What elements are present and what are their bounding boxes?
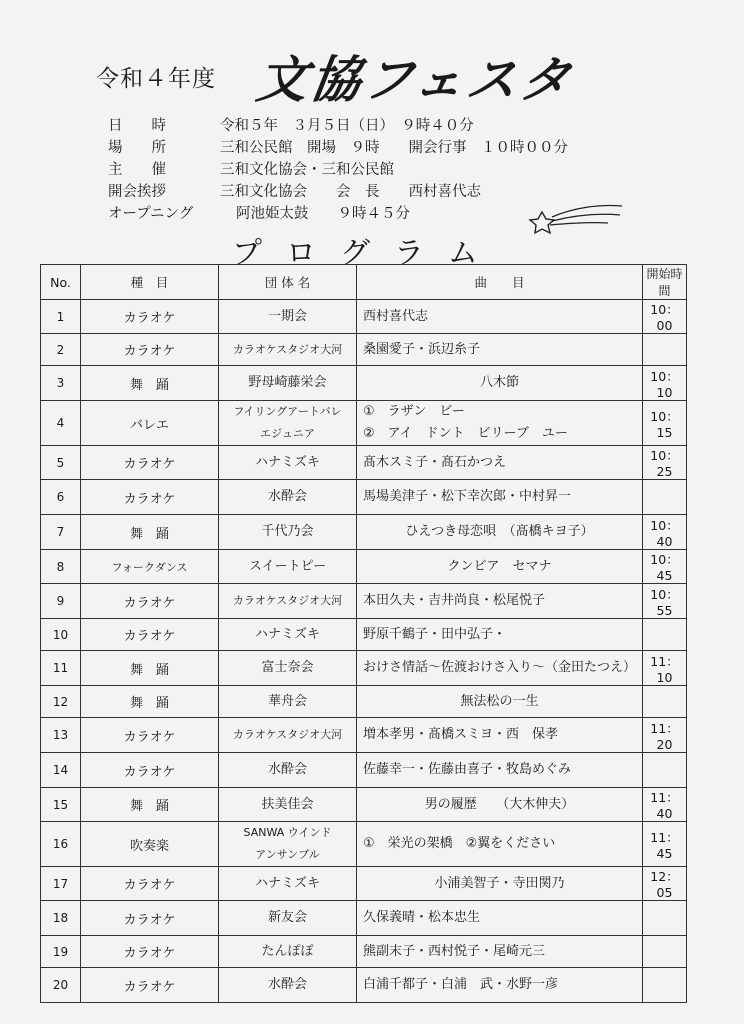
song-title: 増本孝男・髙橋スミヨ・西 保孝 <box>357 718 643 753</box>
group-name: 富士奈会 <box>219 651 357 686</box>
group-name: 一期会 <box>219 300 357 334</box>
row-number: 8 <box>41 550 81 584</box>
header-group: 団 体 名 <box>219 265 357 300</box>
row-number: 5 <box>41 446 81 480</box>
table-row <box>41 334 687 366</box>
start-time <box>643 334 687 366</box>
row-number: 20 <box>41 968 81 1003</box>
row-number: 18 <box>41 901 81 936</box>
table-row <box>41 901 687 936</box>
table-body <box>41 300 687 1003</box>
row-number: 7 <box>41 515 81 550</box>
group-name: ハナミズキ <box>219 446 357 480</box>
event-type: 吹奏楽 <box>81 822 219 867</box>
group-name: ハナミズキ <box>219 619 357 651</box>
event-type: 舞 踊 <box>81 651 219 686</box>
group-name: 野母崎藤栄会 <box>219 366 357 401</box>
row-number: 13 <box>41 718 81 753</box>
event-type: カラオケ <box>81 334 219 366</box>
start-time: 10：40 <box>643 515 687 550</box>
song-title: 西村喜代志 <box>357 300 643 334</box>
row-number: 16 <box>41 822 81 867</box>
start-time: 10：00 <box>643 300 687 334</box>
song-title: 無法松の一生 <box>357 686 643 718</box>
table-row <box>41 867 687 901</box>
event-type: 舞 踊 <box>81 788 219 822</box>
row-number: 14 <box>41 753 81 788</box>
start-time: 11：45 <box>643 822 687 867</box>
start-time: 12：05 <box>643 867 687 901</box>
table-header-row <box>41 265 687 300</box>
song-title: おけさ情話～佐渡おけさ入り～（金田たつえ） <box>357 651 643 686</box>
start-time <box>643 619 687 651</box>
header-no: No. <box>41 265 81 300</box>
header-song: 曲 目 <box>357 265 643 300</box>
row-number: 2 <box>41 334 81 366</box>
group-name: 水酔会 <box>219 480 357 515</box>
table-row <box>41 753 687 788</box>
table-row <box>41 718 687 753</box>
table-row <box>41 300 687 334</box>
event-type: 舞 踊 <box>81 366 219 401</box>
info-value: 阿池姫太鼓 ９時４５分 <box>236 206 410 222</box>
group-name: 新友会 <box>219 901 357 936</box>
row-number: 1 <box>41 300 81 334</box>
row-number: 17 <box>41 867 81 901</box>
row-number: 4 <box>41 401 81 446</box>
start-time: 10：10 <box>643 366 687 401</box>
table-row <box>41 968 687 1003</box>
song-title: 桑園愛子・浜辺糸子 <box>357 334 643 366</box>
event-type: カラオケ <box>81 584 219 619</box>
info-value: 三和文化協会 会 長 西村喜代志 <box>220 184 481 200</box>
table-row <box>41 822 687 867</box>
event-type: 舞 踊 <box>81 686 219 718</box>
song-title: 馬場美津子・松下幸次郎・中村昇一 <box>357 480 643 515</box>
event-type: カラオケ <box>81 901 219 936</box>
table-row <box>41 651 687 686</box>
program-table <box>40 264 687 1003</box>
festival-title: 文協フェスタ <box>253 51 578 109</box>
table-row <box>41 366 687 401</box>
table-row <box>41 515 687 550</box>
song-title: 髙木スミ子・髙石かつえ <box>357 446 643 480</box>
start-time: 10：25 <box>643 446 687 480</box>
group-name: スイートピー <box>219 550 357 584</box>
song-title: クンビア セマナ <box>357 550 643 584</box>
group-name: 水酔会 <box>219 968 357 1003</box>
event-type: カラオケ <box>81 300 219 334</box>
start-time <box>643 753 687 788</box>
song-title: 熊副末子・西村悦子・尾崎元三 <box>357 936 643 968</box>
table-row <box>41 446 687 480</box>
song-title: ① 栄光の架橋 ②翼をください <box>357 822 643 867</box>
start-time <box>643 686 687 718</box>
song-title: 佐藤幸一・佐藤由喜子・牧島めぐみ <box>357 753 643 788</box>
group-name: カラオケスタジオ大河 <box>219 334 357 366</box>
event-type: カラオケ <box>81 619 219 651</box>
group-name: 扶美佳会 <box>219 788 357 822</box>
song-title: 久保義晴・松本忠生 <box>357 901 643 936</box>
song-title: 小浦美智子・寺田関乃 <box>357 867 643 901</box>
info-label: 場 所 <box>108 140 166 156</box>
song-title: ① ラザン ビー ② アイ ドント ビリーブ ユー <box>357 401 643 446</box>
start-time: 10：15 <box>643 401 687 446</box>
start-time: 11：40 <box>643 788 687 822</box>
info-value: 令和５年 ３月５日（日） ９時４０分 <box>220 118 474 134</box>
event-type: カラオケ <box>81 867 219 901</box>
event-type: カラオケ <box>81 446 219 480</box>
event-type: 舞 踊 <box>81 515 219 550</box>
group-name: カラオケスタジオ大河 <box>219 584 357 619</box>
shooting-star-icon <box>528 198 624 238</box>
start-time: 10：55 <box>643 584 687 619</box>
start-time <box>643 901 687 936</box>
row-number: 19 <box>41 936 81 968</box>
song-title: 本田久夫・吉井尚良・松尾悦子 <box>357 584 643 619</box>
program-heading: プログラム <box>232 236 502 271</box>
start-time <box>643 480 687 515</box>
song-title: 八木節 <box>357 366 643 401</box>
info-value: 三和公民館 開場 ９時 開会行事 １０時００分 <box>220 140 568 156</box>
table-row <box>41 401 687 446</box>
table-row <box>41 550 687 584</box>
row-number: 10 <box>41 619 81 651</box>
event-type: カラオケ <box>81 968 219 1003</box>
group-name: SANWA ウインド アンサンブル <box>219 822 357 867</box>
header-type: 種 目 <box>81 265 219 300</box>
start-time: 10：45 <box>643 550 687 584</box>
info-value: 三和文化協会・三和公民館 <box>220 162 394 178</box>
event-type: カラオケ <box>81 480 219 515</box>
info-label: 開会挨拶 <box>108 184 166 200</box>
header-start-time: 開始時間 <box>643 265 687 300</box>
start-time: 11：10 <box>643 651 687 686</box>
event-type: バレエ <box>81 401 219 446</box>
start-time <box>643 968 687 1003</box>
event-type: カラオケ <box>81 936 219 968</box>
song-title: 野原千鶴子・田中弘子・ <box>357 619 643 651</box>
song-title: 白浦千都子・白浦 武・水野一彦 <box>357 968 643 1003</box>
row-number: 12 <box>41 686 81 718</box>
info-label: 日 時 <box>108 118 166 134</box>
song-title: 男の履歴 （大木伸夫） <box>357 788 643 822</box>
group-name: フイリングアートバレ エジュニア <box>219 401 357 446</box>
title-row <box>90 40 690 110</box>
row-number: 11 <box>41 651 81 686</box>
table-row <box>41 584 687 619</box>
start-time <box>643 936 687 968</box>
group-name: 華舟会 <box>219 686 357 718</box>
event-type: フォークダンス <box>81 550 219 584</box>
group-name: 水酔会 <box>219 753 357 788</box>
group-name: ハナミズキ <box>219 867 357 901</box>
event-type: カラオケ <box>81 753 219 788</box>
group-name: カラオケスタジオ大河 <box>219 718 357 753</box>
row-number: 15 <box>41 788 81 822</box>
event-type: カラオケ <box>81 718 219 753</box>
row-number: 3 <box>41 366 81 401</box>
table-row <box>41 480 687 515</box>
table-row <box>41 788 687 822</box>
start-time: 11：20 <box>643 718 687 753</box>
row-number: 9 <box>41 584 81 619</box>
song-title: ひえつき母恋唄 （髙橋キヨ子） <box>357 515 643 550</box>
row-number: 6 <box>41 480 81 515</box>
year-label: 令和４年度 <box>96 66 216 92</box>
table-row <box>41 686 687 718</box>
info-label: 主 催 <box>108 162 166 178</box>
table-row <box>41 619 687 651</box>
group-name: 千代乃会 <box>219 515 357 550</box>
info-label: オープニング <box>108 206 194 222</box>
group-name: たんぽぽ <box>219 936 357 968</box>
table-row <box>41 936 687 968</box>
